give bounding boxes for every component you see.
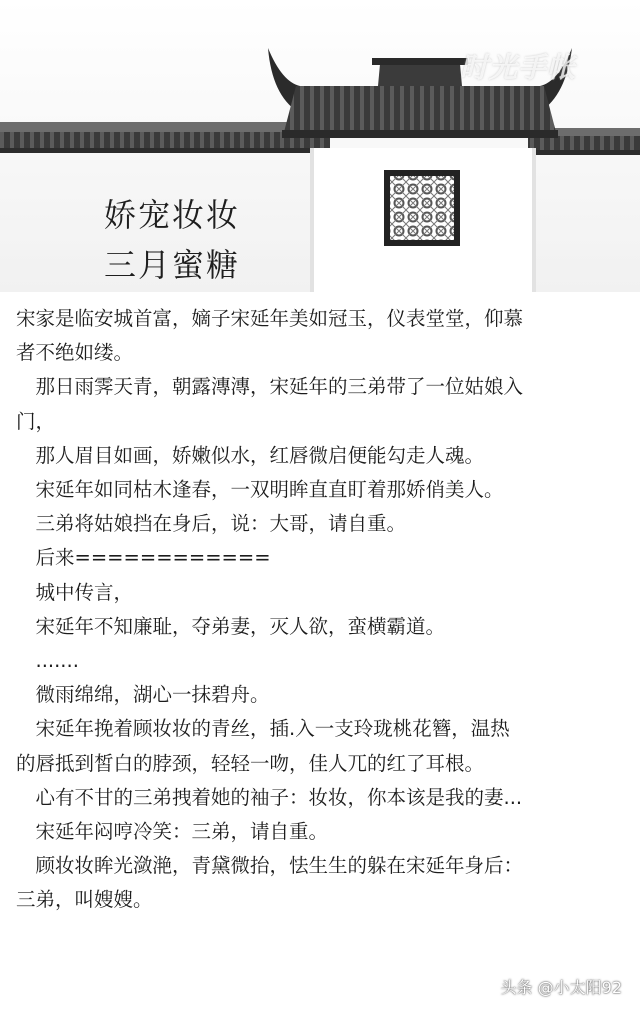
text-line: 门， <box>16 409 56 433</box>
text-line: 宋延年闷哼冷笑：三弟，请自重。 <box>16 820 329 844</box>
source-credit: 头条 @小太阳92 <box>500 978 622 997</box>
text-line: 者不绝如缕。 <box>16 341 134 365</box>
text-line: 城中传言， <box>16 580 134 604</box>
text-line: 宋延年挽着顾妆妆的青丝，插.入一支玲珑桃花簪，温热 <box>16 717 510 741</box>
story-text <box>16 302 628 918</box>
text-line: 那日雨霁天青，朝露漙漙，宋延年的三弟带了一位姑娘入 <box>16 375 524 399</box>
text-line: 三弟将姑娘挡在身后，说：大哥，请自重。 <box>16 512 407 536</box>
book-title-main: 娇宠妆妆 <box>104 196 241 234</box>
text-line: 的唇抵到皙白的脖颈，轻轻一吻，佳人兀的红了耳根。 <box>16 751 485 775</box>
text-line: 那人眉目如画，娇嫩似水，红唇微启便能勾走人魂。 <box>16 443 485 467</box>
book-title <box>104 190 240 290</box>
text-line: 后来============ <box>16 546 271 570</box>
text-line: ....... <box>16 649 79 673</box>
text-line: 宋延年不知廉耻，夺弟妻，灭人欲，蛮横霸道。 <box>16 614 446 638</box>
text-line: 心有不甘的三弟拽着她的袖子：妆妆，你本该是我的妻... <box>16 785 523 809</box>
text-line: 微雨绵绵，湖心一抹碧舟。 <box>16 683 270 707</box>
text-line: 宋延年如同枯木逢春，一双明眸直直盯着那娇俏美人。 <box>16 478 504 502</box>
text-line: 顾妆妆眸光潋滟，青黛微抬，怯生生的躲在宋延年身后： <box>16 854 524 878</box>
header-banner <box>0 0 640 292</box>
text-line: 宋家是临安城首富，嫡子宋延年美如冠玉，仪表堂堂，仰慕 <box>16 307 524 330</box>
text-line: 三弟，叫嫂嫂。 <box>16 888 153 912</box>
book-author: 三月蜜糖 <box>104 246 241 284</box>
chinese-architecture-illustration <box>0 0 640 292</box>
watermark-logo: 时光手帐 <box>460 51 577 84</box>
